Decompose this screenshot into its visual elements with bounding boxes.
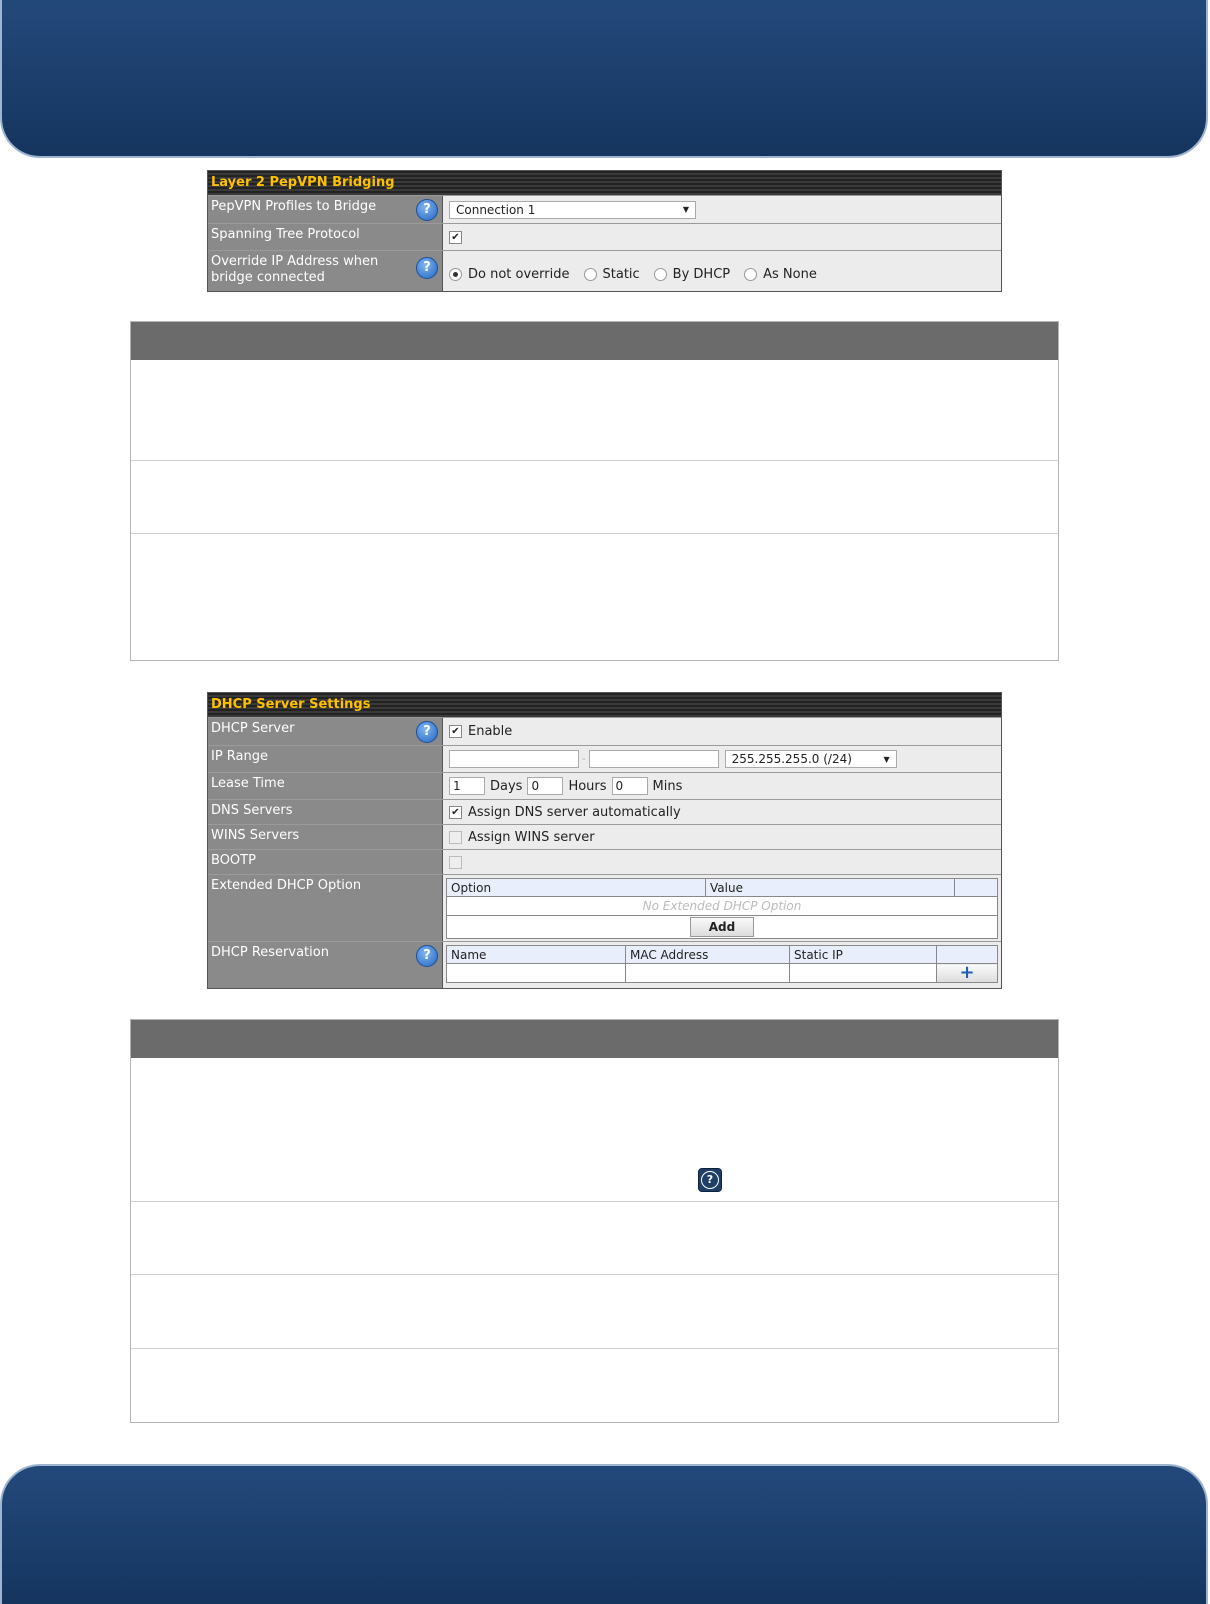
description-table-header (131, 1020, 1058, 1058)
lease-hours-unit: Hours (568, 778, 607, 794)
ext-add-button[interactable]: Add (690, 917, 754, 937)
description-row (131, 1058, 1058, 1201)
profiles-select[interactable] (449, 201, 696, 219)
override-radio-dhcp[interactable] (654, 268, 667, 281)
description-row (131, 360, 1058, 460)
chevron-down-icon: ▼ (883, 754, 890, 764)
profiles-select-value: Connection 1 (456, 202, 536, 217)
ext-col-option: Option (447, 879, 706, 897)
netmask-select-value: 255.255.255.0 (/24) (731, 752, 852, 766)
bootp-label: BOOTP (208, 850, 443, 874)
profiles-label (208, 196, 443, 223)
bridging-panel (207, 170, 1002, 292)
lease-label: Lease Time (208, 773, 443, 799)
description-row (131, 1201, 1058, 1274)
ext-option-label: Extended DHCP Option (208, 875, 443, 941)
stp-checkbox[interactable]: ✔ (449, 231, 462, 244)
res-mac-input[interactable] (626, 964, 790, 983)
dns-label: DNS Servers (208, 800, 443, 824)
ext-option-table (446, 878, 998, 939)
description-table-2 (130, 1019, 1059, 1423)
bridging-title: Layer 2 PepVPN Bridging (208, 171, 1001, 195)
reservation-label-text: DHCP Reservation (211, 945, 329, 960)
description-table-1 (130, 321, 1059, 661)
dhcp-enable-label: Enable (468, 724, 513, 739)
iprange-label: IP Range (208, 746, 443, 772)
ext-col-value: Value (706, 879, 955, 897)
override-option-label: As None (763, 267, 817, 282)
dhcp-server-label-text: DHCP Server (211, 721, 295, 736)
dns-auto-label: Assign DNS server automatically (468, 804, 681, 820)
override-label-text: Override IP Address when bridge connected (211, 254, 379, 285)
lease-hours-input[interactable]: 0 (527, 777, 563, 795)
reservation-label (208, 942, 443, 988)
dhcp-title: DHCP Server Settings (208, 693, 1001, 717)
netmask-select[interactable] (725, 750, 897, 768)
bottom-banner (0, 1464, 1208, 1604)
res-ip-input[interactable] (790, 964, 937, 983)
dns-auto-checkbox[interactable]: ✔ (449, 806, 462, 819)
ext-col-actions (955, 879, 998, 897)
lease-mins-input[interactable]: 0 (612, 777, 648, 795)
help-icon-glyph: ? (701, 1171, 719, 1189)
description-table-header (131, 322, 1058, 360)
iprange-end-input[interactable] (589, 750, 719, 768)
override-option-label: By DHCP (672, 267, 731, 282)
iprange-separator: - (582, 753, 586, 765)
res-col-actions (937, 946, 998, 964)
iprange-start-input[interactable] (449, 750, 579, 768)
override-radio-static[interactable] (584, 268, 597, 281)
override-option-label: Do not override (468, 267, 570, 282)
override-radio-none[interactable] (449, 268, 462, 281)
add-reservation-button[interactable]: + (959, 962, 975, 983)
override-label (208, 251, 443, 291)
profiles-label-text: PepVPN Profiles to Bridge (211, 199, 377, 214)
res-name-input[interactable] (447, 964, 626, 983)
help-icon[interactable]: ? (416, 721, 438, 743)
res-col-mac: MAC Address (626, 946, 790, 964)
chevron-down-icon: ▼ (682, 205, 689, 214)
top-banner (0, 0, 1208, 158)
dhcp-server-label (208, 718, 443, 745)
description-row (131, 460, 1058, 533)
help-icon[interactable]: ? (416, 945, 438, 967)
wins-label: WINS Servers (208, 825, 443, 849)
help-icon[interactable]: ? (416, 257, 438, 279)
bootp-checkbox[interactable] (449, 856, 462, 869)
dhcp-panel (207, 692, 1002, 989)
lease-days-unit: Days (490, 778, 523, 794)
wins-label-text: Assign WINS server (468, 829, 595, 845)
description-row (131, 533, 1058, 660)
lease-mins-unit: Mins (652, 778, 683, 794)
stp-label: Spanning Tree Protocol (208, 224, 443, 250)
help-icon (698, 1168, 722, 1192)
description-row (131, 1274, 1058, 1348)
description-row (131, 1348, 1058, 1422)
dhcp-enable-checkbox[interactable]: ✔ (449, 725, 462, 738)
reservation-table (446, 945, 998, 983)
ext-empty-text: No Extended DHCP Option (447, 897, 998, 916)
override-option-label: Static (602, 267, 640, 282)
help-icon[interactable]: ? (416, 199, 438, 221)
override-radio-asnone[interactable] (744, 268, 757, 281)
res-col-ip: Static IP (790, 946, 937, 964)
wins-checkbox[interactable] (449, 831, 462, 844)
res-col-name: Name (447, 946, 626, 964)
lease-days-input[interactable]: 1 (449, 777, 485, 795)
